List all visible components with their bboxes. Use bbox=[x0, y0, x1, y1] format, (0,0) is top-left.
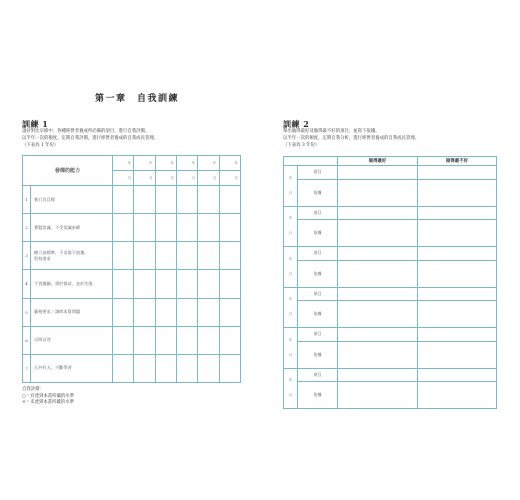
worst-item-cell[interactable] bbox=[418, 206, 497, 220]
evaluation-legend bbox=[22, 387, 74, 407]
evaluation-cell[interactable] bbox=[198, 354, 219, 382]
evaluation-cell[interactable] bbox=[198, 298, 219, 326]
evaluation-cell[interactable] bbox=[198, 270, 219, 298]
ability-cell bbox=[31, 326, 113, 354]
worst-item-cell[interactable] bbox=[418, 166, 497, 180]
table-row bbox=[284, 220, 497, 234]
ability-text: 執行其目標 bbox=[34, 196, 55, 202]
evaluation-cell[interactable] bbox=[219, 214, 241, 242]
evaluation-cell[interactable] bbox=[176, 298, 197, 326]
item-label: 項目 bbox=[298, 166, 338, 180]
evaluation-cell[interactable] bbox=[155, 298, 176, 326]
evaluation-cell[interactable] bbox=[155, 270, 176, 298]
month-label: 月 bbox=[288, 271, 293, 276]
evaluation-cell[interactable] bbox=[134, 186, 155, 214]
evaluation-cell[interactable] bbox=[219, 354, 241, 382]
period-cell bbox=[284, 206, 298, 247]
ability-text: 樹立高標準，不妥協不放棄， bbox=[34, 249, 89, 255]
ability-cell bbox=[31, 270, 113, 298]
month-header-cell: 月 bbox=[219, 171, 241, 186]
evaluation-cell[interactable] bbox=[113, 354, 134, 382]
chapter-title: 第一章 自我訓練 bbox=[95, 94, 180, 104]
evaluation-cell[interactable] bbox=[176, 270, 197, 298]
evaluation-cell[interactable] bbox=[176, 214, 197, 242]
evaluation-cell[interactable] bbox=[198, 214, 219, 242]
row-number: 3 bbox=[23, 242, 31, 270]
evaluation-cell[interactable] bbox=[113, 298, 134, 326]
best-basis-cell[interactable] bbox=[338, 301, 418, 328]
year-header-cell: 年 bbox=[134, 156, 155, 171]
month-header-cell: 月 bbox=[155, 171, 176, 186]
evaluation-cell[interactable] bbox=[176, 242, 197, 270]
evaluation-cell[interactable] bbox=[134, 270, 155, 298]
table-header-row bbox=[284, 157, 497, 166]
evaluation-cell[interactable] bbox=[198, 242, 219, 270]
worst-item-cell[interactable] bbox=[418, 368, 497, 382]
best-item-cell[interactable] bbox=[338, 368, 418, 382]
best-item-cell[interactable] bbox=[338, 287, 418, 301]
period-cell bbox=[284, 287, 298, 328]
evaluation-cell[interactable] bbox=[134, 326, 155, 354]
table-row bbox=[284, 166, 497, 180]
evaluation-cell[interactable] bbox=[113, 242, 134, 270]
evaluation-cell[interactable] bbox=[176, 354, 197, 382]
period-cell bbox=[284, 247, 298, 288]
period-cell bbox=[284, 328, 298, 369]
table-row bbox=[284, 287, 497, 301]
evaluation-cell[interactable] bbox=[219, 242, 241, 270]
best-item-cell[interactable] bbox=[338, 166, 418, 180]
ability-column-header: 發揮的能力 bbox=[23, 156, 113, 186]
ability-evaluation-table bbox=[22, 155, 241, 383]
item-label: 項目 bbox=[298, 368, 338, 382]
ability-text: 嚴格要求／詢問本質問題 bbox=[34, 309, 81, 315]
best-basis-cell[interactable] bbox=[338, 220, 418, 247]
ability-text: 不畏風險，勇於嘗試，並於失敗 bbox=[34, 280, 93, 286]
best-basis-cell[interactable] bbox=[338, 382, 418, 409]
basis-label: 依據 bbox=[298, 382, 338, 409]
worst-basis-cell[interactable] bbox=[418, 382, 497, 409]
table-row bbox=[23, 186, 241, 214]
table-row bbox=[284, 301, 497, 315]
best-item-cell[interactable] bbox=[338, 247, 418, 261]
evaluation-cell[interactable] bbox=[176, 326, 197, 354]
exercise-1-intro-line: 請針對比早節中，各種經營者養成所必備的項目，進行自我評價。 bbox=[22, 129, 150, 134]
month-label: 月 bbox=[288, 393, 293, 398]
table-row bbox=[284, 179, 497, 193]
month-header-cell: 月 bbox=[176, 171, 197, 186]
table-row bbox=[284, 328, 497, 342]
row-number: 5 bbox=[23, 298, 31, 326]
month-label: 月 bbox=[288, 312, 293, 317]
year-header-cell: 年 bbox=[198, 156, 219, 171]
worst-column-header: 做得最不好 bbox=[418, 157, 497, 166]
row-number: 7 bbox=[23, 354, 31, 382]
table-row bbox=[23, 326, 241, 354]
row-number: 4 bbox=[23, 270, 31, 298]
evaluation-cell[interactable] bbox=[113, 186, 134, 214]
worst-basis-cell[interactable] bbox=[418, 301, 497, 328]
item-label: 項目 bbox=[298, 328, 338, 342]
table-row bbox=[284, 368, 497, 382]
table-row bbox=[284, 206, 497, 220]
year-label: 年 bbox=[288, 378, 293, 383]
evaluation-cell[interactable] bbox=[176, 186, 197, 214]
table-header-row bbox=[23, 156, 241, 171]
best-column-header: 做得最好 bbox=[338, 157, 418, 166]
item-label: 項目 bbox=[298, 247, 338, 261]
exercise-1-intro-line: 以半年一次的頻度，定期自我評價，進行經營者養成的自我成長管理。 bbox=[22, 136, 159, 141]
best-basis-cell[interactable] bbox=[338, 341, 418, 368]
evaluation-cell[interactable] bbox=[219, 326, 241, 354]
year-header-cell: 年 bbox=[176, 156, 197, 171]
evaluation-cell[interactable] bbox=[113, 270, 134, 298]
year-label: 年 bbox=[288, 175, 293, 180]
exercise-2-title: 訓練 2 bbox=[283, 119, 310, 129]
period-cell bbox=[284, 368, 298, 409]
ability-text: 自問自答 bbox=[34, 337, 51, 343]
best-worst-analysis-table bbox=[283, 156, 497, 409]
table-row bbox=[23, 298, 241, 326]
month-header-cell: 月 bbox=[113, 171, 134, 186]
item-label: 項目 bbox=[298, 206, 338, 220]
month-header-cell: 月 bbox=[198, 171, 219, 186]
ability-cell bbox=[31, 242, 113, 270]
evaluation-cell[interactable] bbox=[113, 214, 134, 242]
ability-text: 堅持追求 bbox=[34, 255, 51, 261]
evaluation-cell[interactable] bbox=[198, 326, 219, 354]
evaluation-cell[interactable] bbox=[155, 214, 176, 242]
legend-line: 自我評價： bbox=[22, 387, 44, 392]
table-row bbox=[23, 354, 241, 382]
evaluation-cell[interactable] bbox=[219, 270, 241, 298]
row-number: 6 bbox=[23, 326, 31, 354]
blank-header-cell bbox=[284, 157, 338, 166]
ability-cell bbox=[31, 214, 113, 242]
basis-label: 依據 bbox=[298, 301, 338, 328]
ability-text: 天外有天，不斷學習 bbox=[34, 365, 72, 371]
row-number: 2 bbox=[23, 214, 31, 242]
evaluation-cell[interactable] bbox=[134, 214, 155, 242]
evaluation-cell[interactable] bbox=[134, 354, 155, 382]
year-label: 年 bbox=[288, 297, 293, 302]
best-basis-cell[interactable] bbox=[338, 260, 418, 287]
ability-cell bbox=[31, 354, 113, 382]
best-item-cell[interactable] bbox=[338, 328, 418, 342]
exercise-2-intro bbox=[283, 128, 419, 149]
year-label: 年 bbox=[288, 256, 293, 261]
ability-text: 實疑常識，不受常識束縛 bbox=[34, 224, 81, 230]
basis-label: 依據 bbox=[298, 260, 338, 287]
period-cell bbox=[284, 166, 298, 207]
basis-label: 依據 bbox=[298, 179, 338, 206]
legend-line: ○＝有達到本書所載的水準 bbox=[22, 393, 75, 399]
basis-label: 依據 bbox=[298, 341, 338, 368]
table-row bbox=[23, 242, 241, 270]
ability-cell bbox=[31, 186, 113, 214]
evaluation-cell[interactable] bbox=[155, 242, 176, 270]
exercise-2-intro-line: （下表為 3 年份） bbox=[283, 143, 320, 148]
worst-item-cell[interactable] bbox=[418, 247, 497, 261]
worst-item-cell[interactable] bbox=[418, 328, 497, 342]
exercise-1-intro-line: （下表為 1 年份） bbox=[22, 143, 59, 148]
evaluation-cell[interactable] bbox=[155, 186, 176, 214]
evaluation-cell[interactable] bbox=[134, 242, 155, 270]
year-label: 年 bbox=[288, 216, 293, 221]
exercise-2-intro-line: 以半年一次的頻度，定期自我分析，進行經營者養成的自我成長管理。 bbox=[283, 136, 420, 141]
month-label: 月 bbox=[288, 190, 293, 195]
worst-basis-cell[interactable] bbox=[418, 220, 497, 247]
exercise-2-intro-line: 舉出做得最好及做得最不好的項目，並寫下依據。 bbox=[283, 129, 380, 134]
year-header-cell: 年 bbox=[219, 156, 241, 171]
worst-item-cell[interactable] bbox=[418, 287, 497, 301]
item-label: 項目 bbox=[298, 287, 338, 301]
exercise-1-intro bbox=[22, 128, 158, 149]
year-header-cell: 年 bbox=[155, 156, 176, 171]
legend-line: ×＝未達到本書所載的水準 bbox=[22, 400, 74, 405]
worst-basis-cell[interactable] bbox=[418, 341, 497, 368]
evaluation-cell[interactable] bbox=[155, 326, 176, 354]
evaluation-cell[interactable] bbox=[198, 186, 219, 214]
exercise-1-title: 訓練 1 bbox=[22, 119, 49, 129]
evaluation-cell[interactable] bbox=[219, 186, 241, 214]
ability-cell bbox=[31, 298, 113, 326]
month-header-cell: 月 bbox=[134, 171, 155, 186]
year-label: 年 bbox=[288, 337, 293, 342]
best-basis-cell[interactable] bbox=[338, 179, 418, 206]
row-number: 1 bbox=[23, 186, 31, 214]
best-item-cell[interactable] bbox=[338, 206, 418, 220]
month-label: 月 bbox=[288, 352, 293, 357]
evaluation-cell[interactable] bbox=[219, 298, 241, 326]
table-row bbox=[284, 341, 497, 355]
worst-basis-cell[interactable] bbox=[418, 260, 497, 287]
table-row bbox=[284, 247, 497, 261]
evaluation-cell[interactable] bbox=[134, 298, 155, 326]
worst-basis-cell[interactable] bbox=[418, 179, 497, 206]
table-row bbox=[23, 214, 241, 242]
table-row bbox=[284, 260, 497, 274]
basis-label: 依據 bbox=[298, 220, 338, 247]
evaluation-cell[interactable] bbox=[155, 354, 176, 382]
month-label: 月 bbox=[288, 231, 293, 236]
table-row bbox=[284, 382, 497, 396]
table-row bbox=[23, 270, 241, 298]
year-header-cell: 年 bbox=[113, 156, 134, 171]
evaluation-cell[interactable] bbox=[113, 326, 134, 354]
